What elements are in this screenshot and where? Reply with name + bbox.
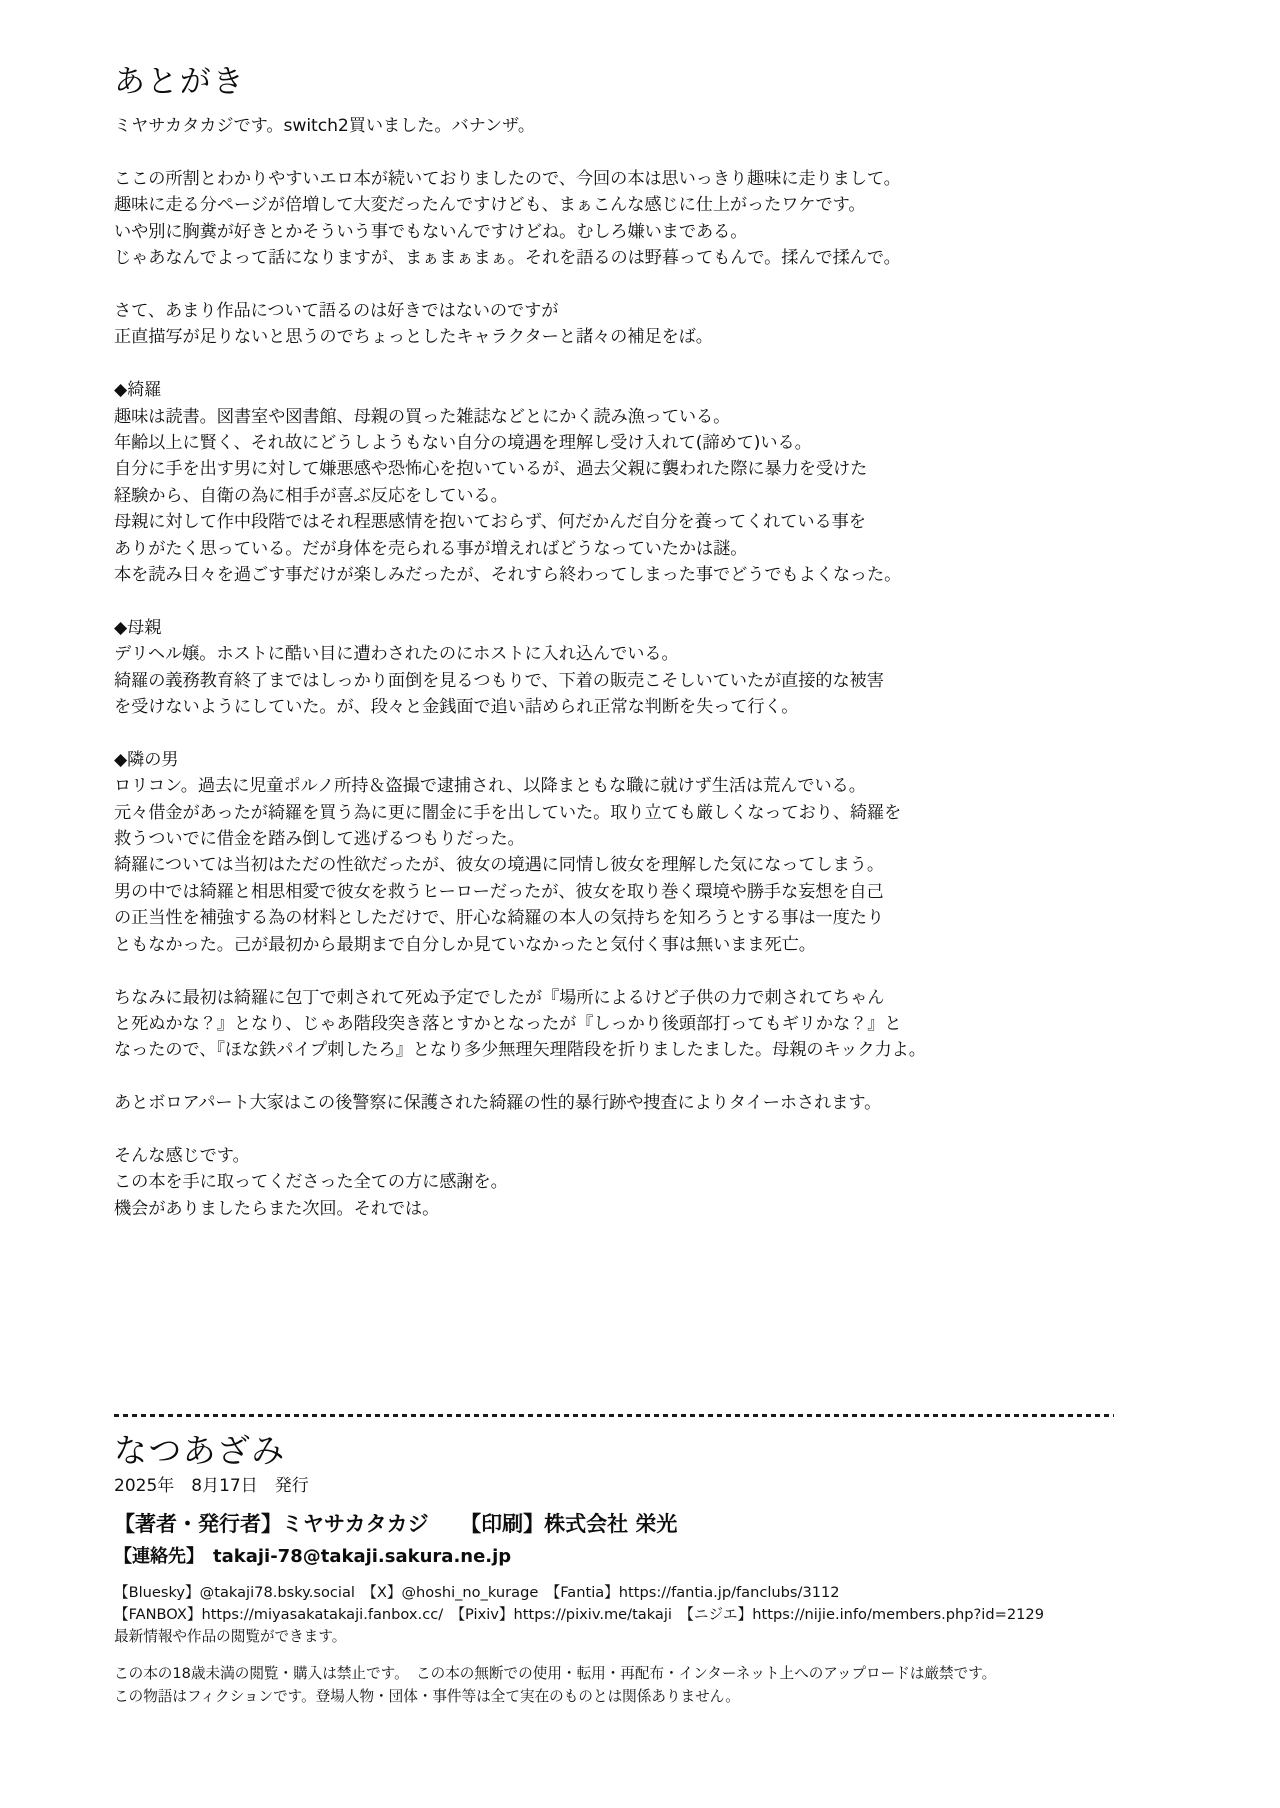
character-section-mother xyxy=(114,615,1114,721)
text-line: 機会がありましたらまた次回。それでは。 xyxy=(114,1198,440,1219)
text-line: ちなみに最初は綺羅に包丁で刺されて死ぬ予定でしたが『場所によるけど子供の力で刺されてちゃん xyxy=(114,987,885,1008)
text-line: 年齢以上に賢く、それ故にどうしようもない自分の境遇を理解し受け入れて(諦めて)いる。 xyxy=(114,433,812,454)
text-line: 母親に対して作中段階ではそれ程悪感情を抱いておらず、何だかんだ自分を養ってくれている事を xyxy=(114,512,866,533)
character-section-neighbor-man xyxy=(114,747,1114,958)
text-line: 男の中では綺羅と相思相愛で彼女を救うヒーローだったが、彼女を取り巻く環境や勝手な妄想を自己 xyxy=(114,881,884,902)
text-line: を受けないようにしていた。が、段々と金銭面で追い詰められ正常な判断を失って行く。 xyxy=(114,697,799,718)
text-line: 趣味は読書。図書室や図書館、母親の買った雑誌などとにかく読み漁っている。 xyxy=(114,406,731,427)
text-line: この本を手に取ってくださった全ての方に感謝を。 xyxy=(114,1172,508,1193)
text-line: ありがたく思っている。だが身体を売られる事が増えればどうなっていたかは謎。 xyxy=(114,538,748,559)
text-line: あとボロアパート大家はこの後警察に保護された綺羅の性的暴行跡や捜査によりタイーホされます。 xyxy=(114,1093,882,1114)
text-line: いや別に胸糞が好きとかそういう事でもないんですけどね。むしろ嫌いまである。 xyxy=(114,221,748,242)
text-line: 救うついでに借金を踏み倒して逃げるつもりだった。 xyxy=(114,829,525,850)
social-links-note: 最新情報や作品の閲覧ができます。 xyxy=(114,1627,347,1645)
text-line: デリヘル嬢。ホストに酷い目に遭わされたのにホストに入れ込んでいる。 xyxy=(114,644,679,665)
character-section-kira xyxy=(114,377,1114,588)
social-links-line[interactable]: 【FANBOX】https://miyasakatakaji.fanbox.cc/ 【Pixiv】https://pixiv.me/takaji 【ニジエ】https://nijie.info/members.php?id=2129 xyxy=(114,1605,1044,1623)
contact-email: 【連絡先】 takaji-78@takaji.sakura.ne.jp xyxy=(114,1545,512,1567)
legal-notices xyxy=(114,1662,1134,1708)
character-heading: ◆隣の男 xyxy=(114,749,179,770)
text-line: ともなかった。己が最初から最期まで自分しか見ていなかったと気付く事は無いまま死亡。 xyxy=(114,934,816,955)
text-line: じゃあなんでよって話になりますが、まぁまぁまぁ。それを語るのは野暮ってもんで。揉んで揉んで。 xyxy=(114,248,901,269)
character-heading: ◆母親 xyxy=(114,617,162,638)
text-line: 趣味に走る分ページが倍増して大変だったんですけども、まぁこんな感じに仕上がったワケです。 xyxy=(114,195,866,216)
colophon-section xyxy=(114,1432,1134,1708)
afterword-paragraph-3 xyxy=(114,985,1114,1064)
author-publisher-printer: 【著者・発行者】ミヤサカタカジ 【印刷】株式会社 栄光 xyxy=(114,1511,678,1536)
afterword-intro: ミヤサカタカジです。switch2買いました。バナンザ。 xyxy=(114,116,536,137)
text-line: 本を読み日々を過ごす事だけが楽しみだったが、それすら終わってしまった事でどうでもよくなった。 xyxy=(114,565,902,586)
text-line: そんな感じです。 xyxy=(114,1145,250,1166)
afterword-paragraph-1 xyxy=(114,166,1114,272)
text-line: 自分に手を出す男に対して嫌悪感や恐怖心を抱いているが、過去父親に襲われた際に暴力を受けた xyxy=(114,459,868,480)
text-line: 綺羅については当初はただの性欲だったが、彼女の境遇に同情し彼女を理解した気になってしまう。 xyxy=(114,855,885,876)
afterword-paragraph-2 xyxy=(114,298,1114,351)
text-line: の正当性を補強する為の材料としただけで、肝心な綺羅の本人の気持ちを知ろうとする事は一度たり xyxy=(114,908,885,929)
text-line: 元々借金があったが綺羅を買う為に更に闇金に手を出していた。取り立ても厳しくなっており、綺羅を xyxy=(114,802,902,823)
publication-date: 2025年 8月17日 発行 xyxy=(114,1475,309,1496)
text-line: 正直描写が足りないと思うのでちょっとしたキャラクターと諸々の補足をば。 xyxy=(114,327,713,348)
book-title: なつあざみ xyxy=(114,1431,286,1470)
social-links xyxy=(114,1582,1134,1648)
page-title: あとがき xyxy=(114,64,246,100)
section-divider xyxy=(114,1414,1114,1417)
fiction-disclaimer: この物語はフィクションです。登場人物・団体・事件等は全て実在のものとは関係ありません。 xyxy=(114,1687,740,1705)
afterword-section xyxy=(114,64,1114,1222)
text-line: ここの所割とわかりやすいエロ本が続いておりましたので、今回の本は思いっきり趣味に走りまして。 xyxy=(114,168,901,189)
text-line: 綺羅の義務教育終了まではしっかり面倒を見るつもりで、下着の販売こそしいていたが直接的な被害 xyxy=(114,670,884,691)
afterword-closing xyxy=(114,1143,1114,1222)
text-line: さて、あまり作品について語るのは好きではないのですが xyxy=(114,301,559,321)
social-links-line[interactable]: 【Bluesky】@takaji78.bsky.social 【X】@hoshi_no_kurage 【Fantia】https://fantia.jp/fanclubs/3112 xyxy=(114,1583,840,1601)
text-line: ロリコン。過去に児童ポルノ所持＆盗撮で逮捕され、以降まともな職に就けず生活は荒んでいる。 xyxy=(114,776,866,797)
text-line: なったので、『ほな鉄パイプ刺したろ』となり多少無理矢理階段を折りましたました。母親のキック力よ。 xyxy=(114,1040,926,1061)
text-line: 経験から、自衛の為に相手が喜ぶ反応をしている。 xyxy=(114,485,508,506)
afterword-paragraph-4 xyxy=(114,1090,1114,1116)
age-restriction-notice: この本の18歳未満の閲覧・購入は禁止です。 この本の無断での使用・転用・再配布・インターネット上へのアップロードは厳禁です。 xyxy=(114,1664,997,1682)
character-heading: ◆綺羅 xyxy=(114,380,162,401)
text-line: と死ぬかな？』となり、じゃあ階段突き落とすかとなったが『しっかり後頭部打ってもギリかな？』と xyxy=(114,1013,902,1034)
